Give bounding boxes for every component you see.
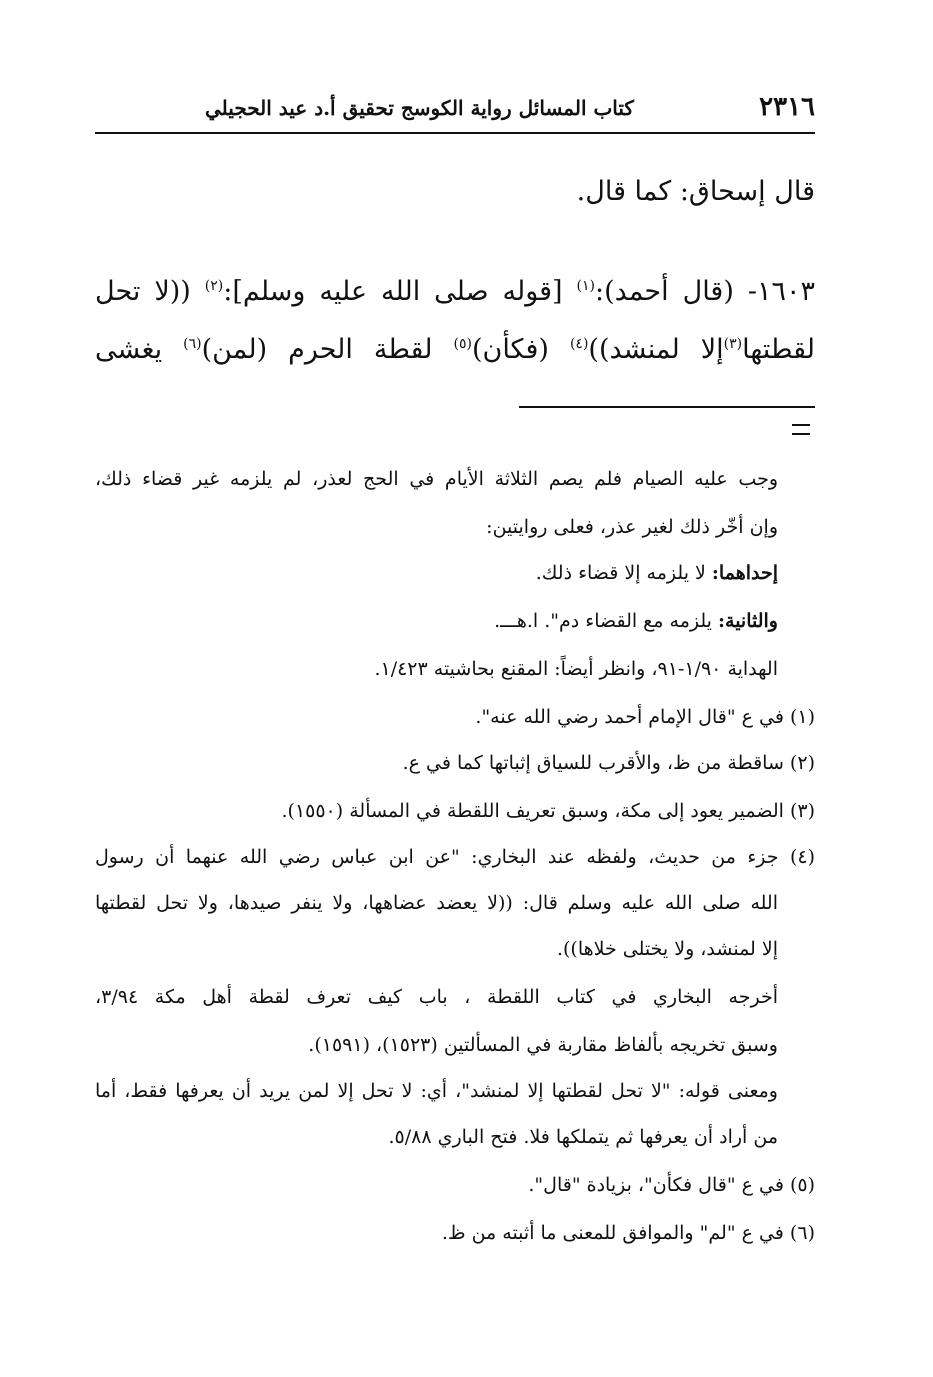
footnote-narration-second <box>494 606 778 636</box>
main-text-line-1: قال إسحاق: كما قال. <box>576 176 815 207</box>
footnote-4-meaning-line: ومعنى قوله: "لا تحل لقطتها إلا لمنشد"، أي: لا تحل إلا لمن يريد أن يعرفها فقط، أما <box>95 1080 778 1102</box>
main-text-segment: لقطة الحرم (لمن) <box>201 334 433 365</box>
footnote-3: (٣) الضمير يعود إلى مكة، وسبق تعريف اللقطة في المسألة (١٥٥٠). <box>281 800 815 822</box>
footnote-2: (٢) ساقطة من ظ، والأقرب للسياق إثباتها كما في ع. <box>402 752 815 774</box>
narration-label: والثانية: <box>718 610 778 632</box>
main-text-segment: (قال أحمد): <box>595 276 734 307</box>
footnote-4-meaning-line: من أراد أن يعرفها ثم يتملكها فلا. فتح الباري ٥/٨٨. <box>388 1126 778 1148</box>
footnote-continuation-line: وإن أخّر ذلك لغير عذر، فعلى روايتين: <box>486 516 778 538</box>
footnote-4-source-line: وسبق تخريجه بألفاظ مقاربة في المسألتين (١٥٢٣)، (١٥٩١). <box>308 1034 778 1056</box>
footnote-narration-first <box>536 558 778 588</box>
main-text-segment: [قوله صلى الله عليه وسلم]: <box>223 276 563 307</box>
main-text-line-3 <box>95 330 815 370</box>
narration-text: يلزمه مع القضاء دم". ا.هـــ. <box>494 610 712 632</box>
footnote-marker-4: (٤) <box>569 336 589 352</box>
main-text-segment: لقطتها <box>742 334 815 365</box>
footnote-4-source-line: أخرجه البخاري في كتاب اللقطة ، باب كيف تعرف لقطة أهل مكة ٣/٩٤، <box>95 986 778 1008</box>
footnote-1: (١) في ع "قال الإمام أحمد رضي الله عنه". <box>475 706 815 728</box>
footnote-separator <box>519 406 815 408</box>
narration-label: إحداهما: <box>711 562 778 584</box>
footnote-reference: الهداية ١/٩٠-٩١، وانظر أيضاً: المقنع بحاشيته ١/٤٢٣. <box>374 658 778 680</box>
page-number: ٢٣١٦ <box>759 92 815 122</box>
main-text-segment: ((لا تحل <box>95 276 191 307</box>
footnote-marker-3: (٣) <box>723 336 743 352</box>
continuation-mark <box>792 424 810 435</box>
main-text-line-2 <box>95 272 815 312</box>
footnote-4-line: (٤) جزء من حديث، ولفظه عند البخاري: "عن ابن عباس رضي الله عنهما أن رسول <box>95 846 815 868</box>
footnote-4-line: إلا لمنشد، ولا يختلى خلاها)). <box>556 938 778 960</box>
footnote-continuation-line: وجب عليه الصيام فلم يصم الثلاثة الأيام في الحج لعذر، لم يلزمه غير قضاء ذلك، <box>95 468 778 490</box>
footnote-marker-6: (٦) <box>183 336 202 352</box>
issue-number: ١٦٠٣- <box>747 276 815 307</box>
footnote-marker-5: (٥) <box>453 336 472 352</box>
footnote-marker-2: (٢) <box>204 278 224 294</box>
narration-text: لا يلزمه إلا قضاء ذلك. <box>535 562 706 584</box>
footnote-4-line: الله صلى الله عليه وسلم قال: ((لا يعضد عضاهها، ولا ينفر صيدها، ولا تحل لقطتها <box>95 892 778 914</box>
running-header <box>95 92 815 134</box>
running-title: كتاب المسائل رواية الكوسج تحقيق أ.د عيد الحجيلي <box>205 96 634 120</box>
footnote-6: (٦) في ع "لم" والموافق للمعنى ما أثبته من ظ. <box>441 1222 815 1244</box>
main-text-segment: يغشى <box>95 334 163 365</box>
main-text-segment: إلا لمنشد)) <box>588 334 724 365</box>
footnote-marker-1: (١) <box>576 278 596 294</box>
main-text-segment: (فكأن) <box>471 334 549 365</box>
footnote-5: (٥) في ع "قال فكأن"، بزيادة "قال". <box>528 1174 815 1196</box>
